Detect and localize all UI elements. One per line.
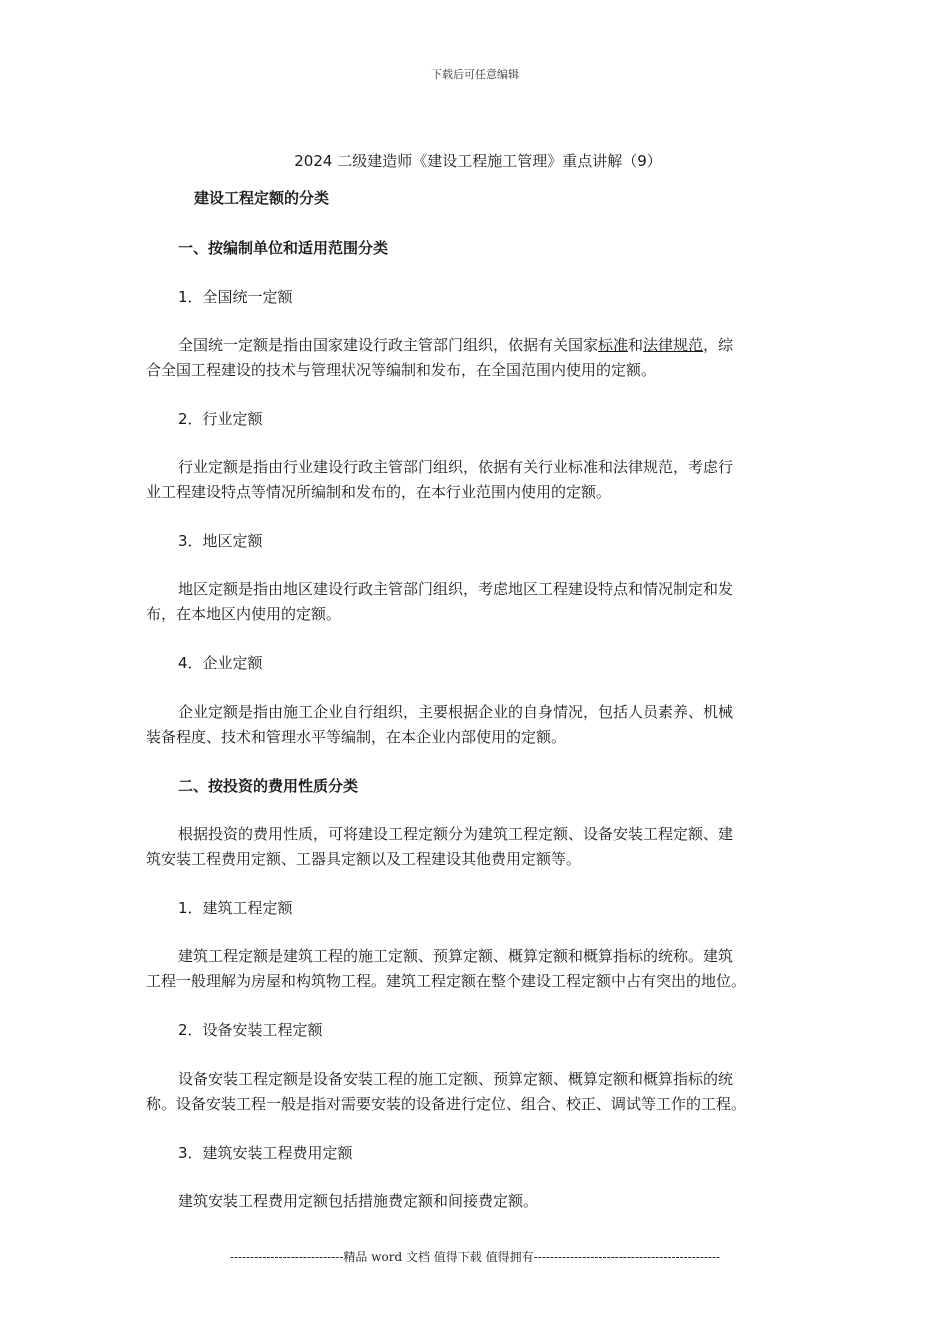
paragraph-text: 全国统一定额是指由国家建设行政主管部门组织，依据有关国家 <box>178 336 599 354</box>
paragraph-text: 工程一般理解为房屋和构筑物工程。建筑工程定额在整个建设工程定额中占有突出的地位。 <box>146 972 747 990</box>
paragraph-text: 企业定额是指由施工企业自行组织，主要根据企业的自身情况，包括人员素养、机械 <box>178 703 734 721</box>
part1-heading: 一、按编制单位和适用范围分类 <box>178 239 389 257</box>
paragraph-text: 建筑安装工程费用定额包括措施费定额和间接费定额。 <box>178 1192 539 1210</box>
paragraph-text: 根据投资的费用性质，可将建设工程定额分为建筑工程定额、设备安装工程定额、建 <box>178 825 734 843</box>
paragraph-text: 布，在本地区内使用的定额。 <box>146 605 342 623</box>
item-label-enterprise-quota: 4．企业定额 <box>178 654 263 672</box>
section-heading: 建设工程定额的分类 <box>194 189 330 207</box>
item-label-building-quota: 1．建筑工程定额 <box>178 899 293 917</box>
link-legal-norms[interactable]: 法律规范 <box>643 336 704 354</box>
item-label-construction-cost-quota: 3．建筑安装工程费用定额 <box>178 1144 353 1162</box>
paragraph-national-quota <box>146 333 810 383</box>
paragraph-text: 称。设备安装工程一般是指对需要安装的设备进行定位、组合、校正、调试等工作的工程。 <box>146 1095 747 1113</box>
item-label-industry-quota: 2．行业定额 <box>178 410 263 428</box>
paragraph-text: 业工程建设特点等情况所编制和发布的，在本行业范围内使用的定额。 <box>146 483 612 501</box>
paragraph-enterprise-quota <box>146 700 810 750</box>
footer-note: ----------------------------精品 word 文档 值得下载 值得拥有---------------------------------------------- <box>229 1250 721 1264</box>
paragraph-text: ，综 <box>703 336 734 354</box>
paragraph-text: 设备安装工程定额是设备安装工程的施工定额、预算定额、概算定额和概算指标的统 <box>178 1070 734 1088</box>
paragraph-text: 装备程度、技术和管理水平等编制，在本企业内部使用的定额。 <box>146 728 567 746</box>
paragraph-text: 和 <box>628 336 644 354</box>
header-note: 下载后可任意编辑 <box>431 68 519 81</box>
item-label-regional-quota: 3．地区定额 <box>178 532 263 550</box>
paragraph-industry-quota <box>146 455 810 505</box>
item-label-equipment-installation-quota: 2．设备安装工程定额 <box>178 1021 323 1039</box>
paragraph-text: 行业定额是指由行业建设行政主管部门组织，依据有关行业标准和法律规范，考虑行 <box>178 458 734 476</box>
paragraph-text: 合全国工程建设的技术与管理状况等编制和发布，在全国范围内使用的定额。 <box>146 361 657 379</box>
paragraph-building-quota <box>146 944 810 994</box>
paragraph-text: 筑安装工程费用定额、工器具定额以及工程建设其他费用定额等。 <box>146 850 582 868</box>
paragraph-construction-cost-quota <box>146 1189 810 1214</box>
paragraph-text: 建筑工程定额是建筑工程的施工定额、预算定额、概算定额和概算指标的统称。建筑 <box>178 947 734 965</box>
part2-heading: 二、按投资的费用性质分类 <box>178 777 359 795</box>
item-label-national-quota: 1．全国统一定额 <box>178 288 293 306</box>
paragraph-regional-quota <box>146 577 810 627</box>
paragraph-text: 地区定额是指由地区建设行政主管部门组织，考虑地区工程建设特点和情况制定和发 <box>178 580 734 598</box>
paragraph-part2-intro <box>146 822 810 872</box>
link-standard[interactable]: 标准 <box>598 336 629 354</box>
paragraph-equipment-installation-quota <box>146 1067 810 1117</box>
document-title: 2024 二级建造师《建设工程施工管理》重点讲解（9） <box>294 152 662 170</box>
